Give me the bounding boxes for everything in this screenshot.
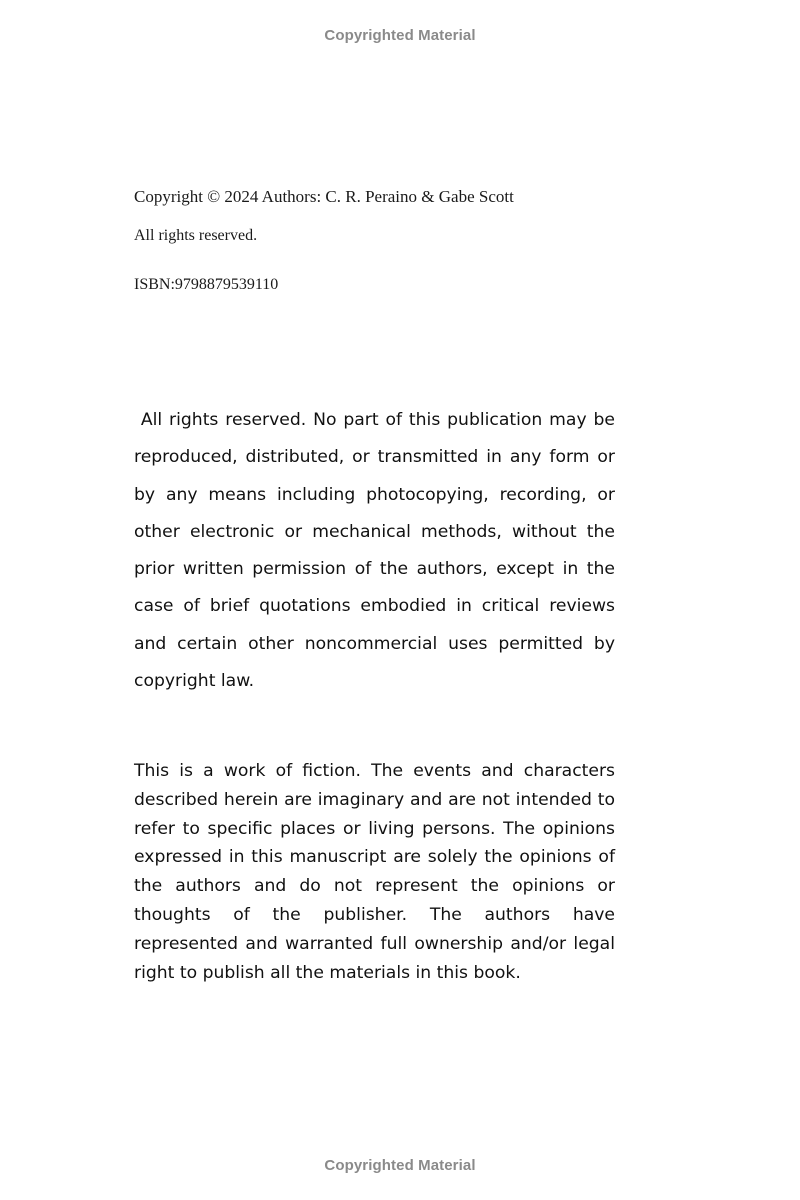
fiction-disclaimer-paragraph: This is a work of fiction. The events and characters described herein are imaginary and are not intended to refer to specific places or living persons. The opinions expressed in this manuscript are solely the opinions of the authors and do not represent the opinions or thoughts of the publisher. The authors have represented and warranted full ownership and/or legal right to publish all the materials in this book. [134, 761, 615, 983]
rights-reserved-paragraph: All rights reserved. No part of this publication may be reproduced, distributed, or transmitted in any form or by any means including photocopying, recording, or other electronic or mechanical methods, without the prior written permission of the authors, except in the case of brief quotations embodied in critical reviews and certain other noncommercial uses permitted by copyright law. [134, 410, 615, 692]
isbn-line: ISBN:9798879539110 [134, 276, 279, 293]
copyrighted-material-watermark-top: Copyrighted Material [324, 27, 476, 44]
copyright-notice: Copyright © 2024 Authors: C. R. Peraino & Gabe Scott [134, 187, 514, 206]
copyrighted-material-watermark-bottom: Copyrighted Material [324, 1157, 476, 1174]
all-rights-reserved-line: All rights reserved. [134, 227, 258, 244]
